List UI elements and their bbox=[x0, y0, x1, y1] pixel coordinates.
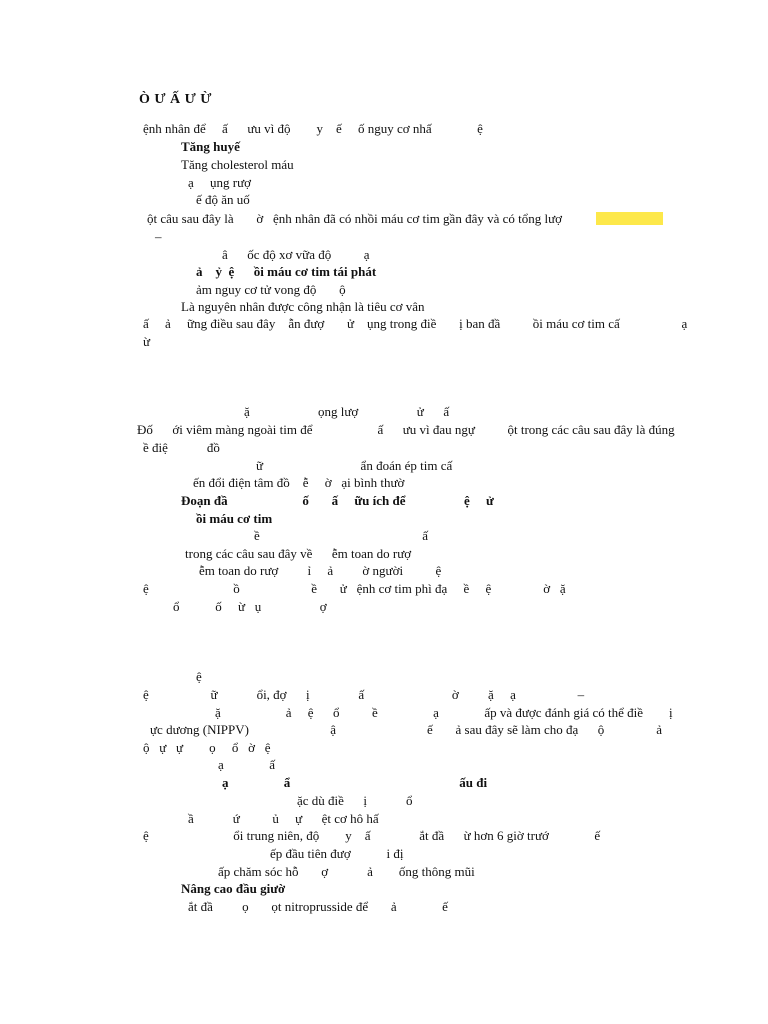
question-1-option-a: Tăng huyế bbox=[181, 139, 240, 154]
question-8-option-a: ấp chăm sóc hỗ ợ ả ống thông mũi bbox=[218, 864, 475, 879]
text-highlight bbox=[596, 212, 663, 225]
question-2-option-d: Là nguyên nhân được công nhận là tiêu cơ vân bbox=[181, 299, 425, 314]
question-7-option-c: ặc dù điề ị ổ bbox=[297, 793, 413, 808]
question-2-dash: – bbox=[155, 229, 162, 244]
question-7-stem: ệ ữ ổi, đợ ị ấ ờ ặ ạ – bbox=[143, 687, 585, 702]
question-5-option-b: ến đổi điện tâm đồ ễ ờ ại bình thườ bbox=[193, 475, 405, 490]
question-1-option-b: Tăng cholesterol máu bbox=[181, 157, 294, 172]
question-5-option-d: ề ấ bbox=[254, 528, 429, 543]
question-7-stem-cont3: ộ ự ự ọ ổ ờ ệ bbox=[143, 740, 271, 755]
question-2-option-a: â ốc độ xơ vữa độ ạ bbox=[222, 247, 370, 262]
question-7-option-d: ầ ứ ủ ự ệt cơ hô hấ bbox=[188, 811, 379, 826]
question-5-stem-cont: ề điệ đồ bbox=[143, 440, 220, 455]
question-3-stem-cont: ừ bbox=[143, 334, 151, 349]
question-2-stem: ột câu sau đây là ờ ệnh nhân đã có nhồi máu cơ tim gần đây và có tổng lượ bbox=[147, 211, 563, 226]
question-7-heading: ệ bbox=[196, 669, 202, 684]
question-6-option-b: ệ ồ ề ử ệnh cơ tim phì đạ ề ệ ờ ặ bbox=[143, 581, 566, 596]
question-7-stem-cont2: ực dương (NIPPV) ậ ế ả sau đây sẽ làm cho đạ ộ ả bbox=[150, 722, 663, 737]
question-8-stem: ệ ổi trung niên, độ y ấ ắt đầ ừ hơn 6 giờ trướ ế bbox=[143, 828, 601, 843]
question-7-option-b: ạ ẩ ấu đi bbox=[222, 775, 488, 790]
question-4-stem: ặ ọng lượ ử ấ bbox=[244, 404, 450, 419]
question-8-stem-cont: ếp đầu tiên đượ i đị bbox=[270, 846, 404, 861]
question-1-stem: ệnh nhân để ấ ưu vì độ y ế ố nguy cơ nhấ ệ bbox=[143, 121, 483, 136]
question-5-option-c: Đoạn đầ ố ấ ữu ích để ệ ử bbox=[181, 493, 494, 508]
question-1-option-d: ế độ ăn uố bbox=[196, 192, 250, 207]
question-8-option-c: ắt đầ ọ ọt nitroprusside để ả ế bbox=[188, 899, 448, 914]
question-5-option-a: ữ ẩn đoán ép tim cấ bbox=[256, 458, 453, 473]
question-6-stem: trong các câu sau đây về ễm toan do rượ bbox=[185, 546, 412, 561]
question-5-option-c-cont: ồi máu cơ tim bbox=[196, 511, 273, 526]
question-1-option-c: ạ ụng rượ bbox=[188, 175, 252, 190]
question-2-option-b: ả ỷ ệ ồi máu cơ tim tái phát bbox=[196, 264, 377, 279]
question-3-stem: ấ ả ững điều sau đây ẫn đượ ử ụng trong điề ị ban đầ ồi máu cơ tim cấ ạ bbox=[143, 316, 688, 331]
question-2-option-c: ảm nguy cơ tử vong độ ộ bbox=[196, 282, 346, 297]
question-6-option-c: ổ ố ừ ụ ợ bbox=[173, 599, 327, 614]
question-5-stem: Đố ới viêm màng ngoài tim để ấ ưu vì đau ngự ột trong các câu sau đây là đúng bbox=[137, 422, 675, 437]
page-title: Ò Ư Ấ Ư Ừ bbox=[139, 92, 212, 107]
question-6-option-a: ễm toan do rượ ỉ ả ờ người ệ bbox=[199, 563, 442, 578]
question-8-option-b: Nâng cao đầu giườ bbox=[181, 881, 286, 896]
question-7-stem-cont1: ặ ả ệ ổ ề ạ ấp và được đánh giá có thể điề ị bbox=[215, 705, 673, 720]
question-7-option-a: ạ ấ bbox=[218, 757, 276, 772]
